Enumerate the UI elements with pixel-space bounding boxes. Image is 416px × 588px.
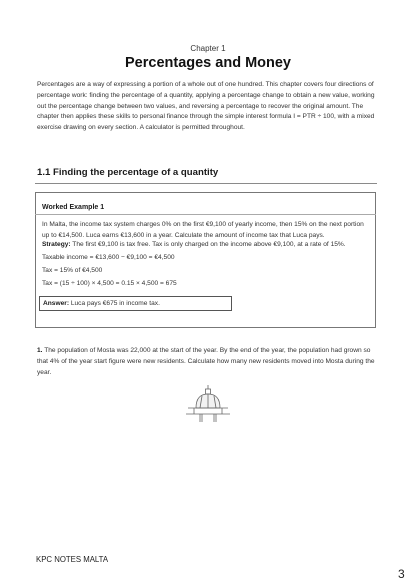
footer-text: KPC NOTES MALTA: [36, 555, 109, 564]
answer-box: [39, 296, 232, 311]
working-line: Tax = 15% of €4,500: [42, 267, 103, 274]
working-line: Taxable income = €13,600 − €9,100 = €4,500: [42, 254, 175, 261]
question-number: 1.: [37, 347, 43, 354]
working-line: Tax = (15 ÷ 100) × 4,500 = 0.15 × 4,500 = 675: [42, 280, 177, 287]
strategy-label: Strategy:: [42, 241, 71, 248]
question-text: The population of Mosta was 22,000 at the start of the year. By the end of the year, the population had grown so that 4% of the year start figure were new residents. Calculate how many new residents moved into Mosta during the year.: [37, 347, 375, 376]
page-number: 3: [398, 567, 405, 581]
chapter-label: Chapter 1: [190, 44, 226, 53]
worked-example-strategy: [42, 240, 372, 251]
worked-example-problem: In Malta, the income tax system charges 0% on the first €9,100 of yearly income, then 15% on the next portion up to €14,500. Luca earns €13,600 in a year. Calculate the amount of income tax that Luca pays.: [42, 221, 364, 239]
chapter-title: Percentages and Money: [125, 55, 291, 71]
section-heading: 1.1 Finding the percentage of a quantity: [37, 167, 219, 178]
strategy-text: The first €9,100 is tax free. Tax is only charged on the income above €9,100, at a rate of 15%.: [70, 241, 346, 248]
mosta-rotunda-dome-icon: [184, 384, 232, 424]
section-divider: [35, 183, 377, 184]
question-1: [37, 346, 382, 378]
worked-example-title: Worked Example 1: [42, 204, 105, 211]
answer-label: Answer:: [43, 300, 70, 307]
worked-example-divider: [35, 214, 376, 215]
intro-paragraph: Percentages are a way of expressing a portion of a whole out of one hundred. This chapter covers four directions of percentage work: finding the percentage of a quantity, applying a percentage change to obtain a new value, working out the percentage change between two values, and reversing a percentage to recover the original amount. The chapter then applies these skills to personal finance through the simple interest formula I = PTR ÷ 100, with a mixed exercise drawing on every section. A calculator is permitted throughout.: [37, 81, 375, 132]
answer-text: Luca pays €675 in income tax.: [69, 300, 160, 307]
